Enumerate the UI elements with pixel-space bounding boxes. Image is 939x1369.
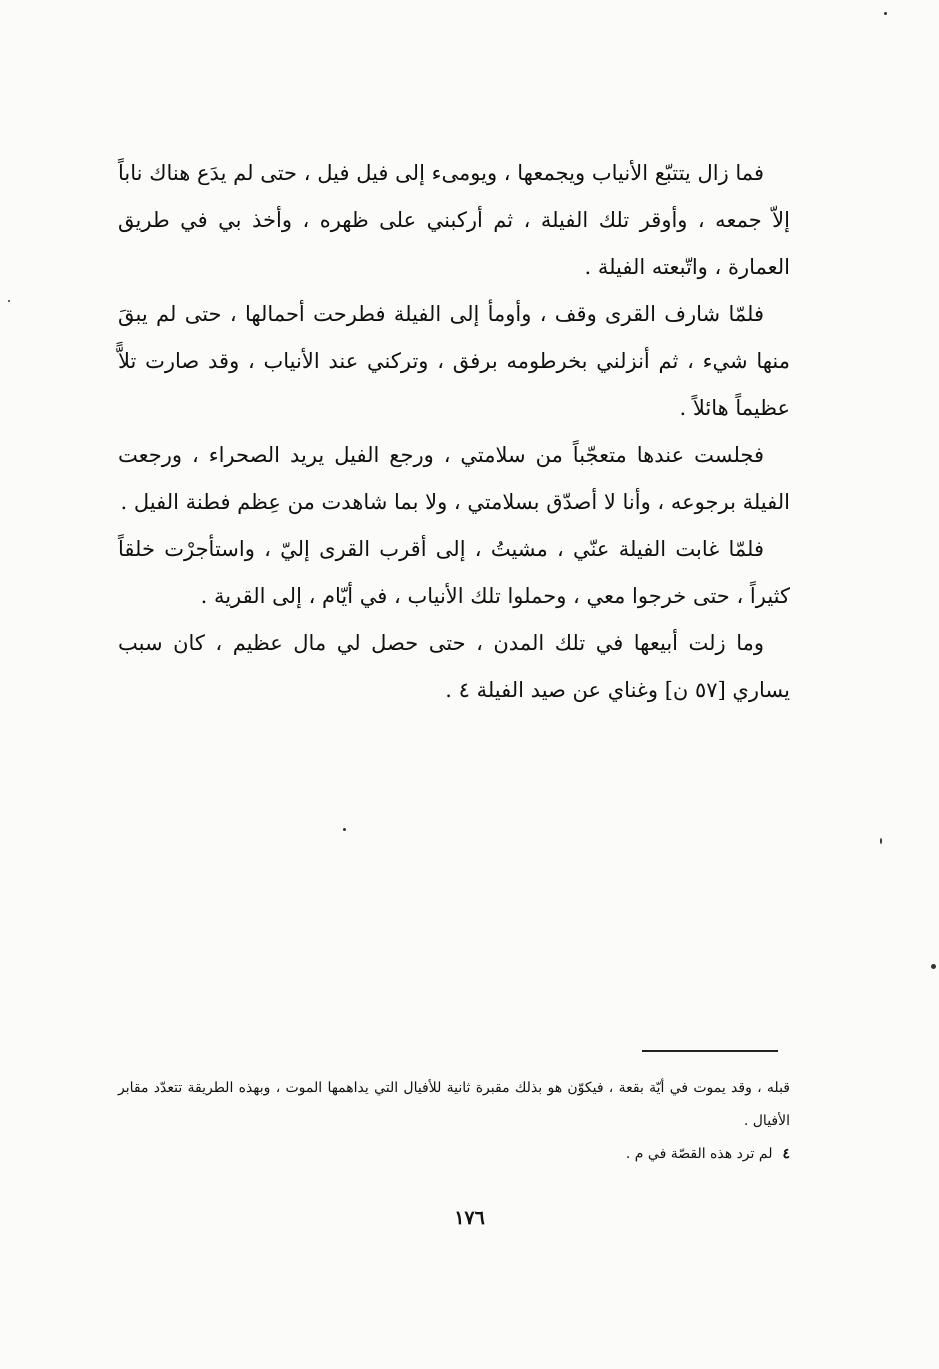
scan-speck <box>8 300 10 302</box>
footnote-continuation: قبله ، وقد يموت في أيّة بقعة ، فيكوّن هو بذلك مقبرة ثانية للأفيال التي يداهمها الموت ، وبهذه الطريقة تتعدّد مقابر الأفيال . <box>118 1080 790 1129</box>
main-text <box>118 150 790 714</box>
scan-speck <box>343 828 346 831</box>
scan-speck <box>931 964 936 969</box>
paragraph-3: فجلست عندها متعجّباً من سلامتي ، ورجع الفيل يريد الصحراء ، ورجعت الفيلة برجوعه ، وأنا لا أصدّق بسلامتي ، ولا بما شاهدت من عِظم فطنة الفيل . <box>118 443 790 514</box>
scan-speck <box>880 838 882 844</box>
footnote-4 <box>118 1138 790 1171</box>
paragraph-5: وما زلت أبيعها في تلك المدن ، حتى حصل لي مال عظيم ، كان سبب يساري [٥٧ ن] وغناي عن صيد الفيلة ٤ . <box>118 631 790 702</box>
footnotes <box>118 1072 790 1171</box>
footnote-4-text: لم ترد هذه القصّة في م . <box>625 1146 773 1162</box>
paragraph-2: فلمّا شارف القرى وقف ، وأومأ إلى الفيلة فطرحت أحمالها ، حتى لم يبقَ منها شيء ، ثم أنزلني بخرطومه برفق ، وتركني عند الأنياب ، وقد صارت تلاًّ عظيماً هائلاً . <box>118 302 790 420</box>
scan-speck <box>884 12 887 15</box>
paragraph-4: فلمّا غابت الفيلة عنّي ، مشيتُ ، إلى أقرب القرى إليّ ، واستأجرْت خلقاً كثيراً ، حتى خرجوا معي ، وحملوا تلك الأنياب ، في أيّام ، إلى القرية . <box>118 537 790 608</box>
paragraph-1: فما زال يتتبّع الأنياب ويجمعها ، ويومىء إلى فيل فيل ، حتى لم يدَع هناك ناباً إلاّ جمعه ، وأوقر تلك الفيلة ، ثم أركبني على ظهره ، وأخذ بي في طريق العمارة ، واتّبعته الفيلة . <box>118 161 790 279</box>
page-number: ١٧٦ <box>454 1207 485 1229</box>
footnote-separator <box>642 1050 778 1052</box>
footnote-4-number: ٤ <box>782 1146 790 1162</box>
